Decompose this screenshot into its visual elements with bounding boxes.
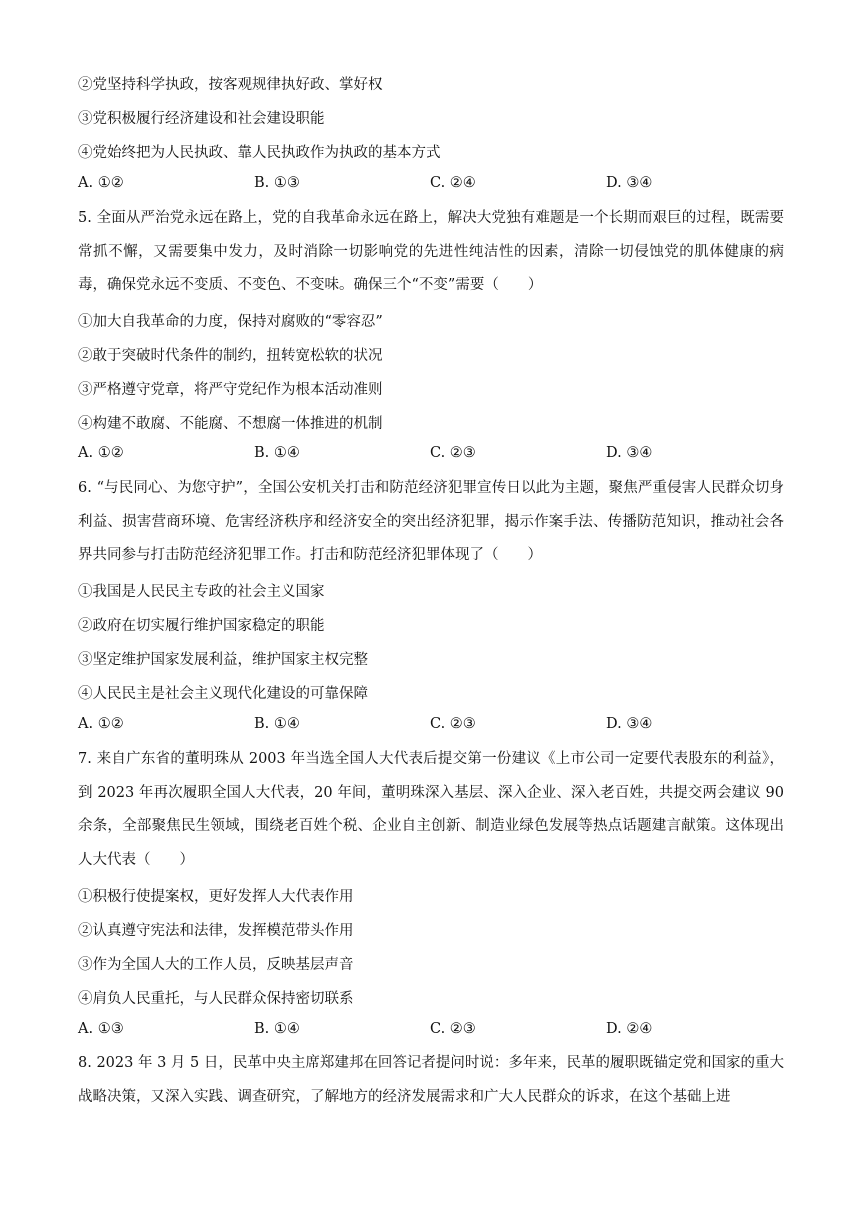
answer-choice-3: ③作为全国人大的工作人员，反映基层声音 xyxy=(78,957,354,973)
answer-choice-4: ④党始终把为人民执政、靠人民执政作为执政的基本方式 xyxy=(78,145,441,161)
options-row xyxy=(78,445,784,469)
option-d[interactable]: D. ③④ xyxy=(606,716,653,732)
answer-choice-2: ②党坚持科学执政，按客观规律执好政、掌好权 xyxy=(78,77,383,93)
question-5-stem: 5. 全面从严治党永远在路上，党的自我革命永远在路上，解决大党独有难题是一个长期而艰巨的过程，既需要常抓不懈，又需要集中发力，及时消除一切影响党的先进性纯洁性的因素，清除一切侵蚀党的肌体健康的病毒，确保党永远不变质、不变色、不变味。确保三个“不变”需要（ ） xyxy=(78,210,784,294)
options-row xyxy=(78,175,784,199)
answer-choice-2: ②认真遵守宪法和法律，发挥模范带头作用 xyxy=(78,923,354,939)
option-a[interactable]: A. ①② xyxy=(78,175,124,191)
answer-choice-2: ②敢于突破时代条件的制约，扭转宽松软的状况 xyxy=(78,348,383,364)
option-a[interactable]: A. ①② xyxy=(78,445,124,461)
option-b[interactable]: B. ①④ xyxy=(254,1021,300,1037)
question-7-stem: 7. 来自广东省的董明珠从 2003 年当选全国人大代表后提交第一份建议《上市公司一定要代表股东的利益》，到 2023 年再次履职全国人大代表，20 年间，董明珠深入基层、深入企业、深入老百姓，共提交两会建议 90 余条，全部聚焦民生领域，围绕老百姓个税、企业自主创新、制造业绿色发展等热点话题建言献策。这体现出人大代表（ ） xyxy=(78,751,784,869)
answer-choice-3: ③严格遵守党章，将严守党纪作为根本活动准则 xyxy=(78,382,383,398)
option-d[interactable]: D. ②④ xyxy=(606,1021,653,1037)
answer-choice-4: ④构建不敢腐、不能腐、不想腐一体推进的机制 xyxy=(78,416,383,432)
option-c[interactable]: C. ②④ xyxy=(430,175,476,191)
question-8-stem: 8. 2023 年 3 月 5 日，民革中央主席郑建邦在回答记者提问时说：多年来，民革的履职既锚定党和国家的重大战略决策，又深入实践、调查研究，了解地方的经济发展需求和广大人民群众的诉求，在这个基础上进 xyxy=(78,1055,784,1105)
option-b[interactable]: B. ①④ xyxy=(254,716,300,732)
option-b[interactable]: B. ①③ xyxy=(254,175,300,191)
options-row xyxy=(78,1021,784,1045)
answer-choice-3: ③坚定维护国家发展利益，维护国家主权完整 xyxy=(78,652,368,668)
question-6-stem: 6. “与民同心、为您守护”，全国公安机关打击和防范经济犯罪宣传日以此为主题，聚焦严重侵害人民群众切身利益、损害营商环境、危害经济秩序和经济安全的突出经济犯罪，揭示作案手法、传播防范知识，推动社会各界共同参与打击防范经济犯罪工作。打击和防范经济犯罪体现了（ ） xyxy=(78,480,784,564)
answer-choice-3: ③党积极履行经济建设和社会建设职能 xyxy=(78,111,325,127)
answer-choice-2: ②政府在切实履行维护国家稳定的职能 xyxy=(78,618,325,634)
option-d[interactable]: D. ③④ xyxy=(606,175,653,191)
answer-choice-1: ①我国是人民民主专政的社会主义国家 xyxy=(78,584,325,600)
answer-choice-4: ④肩负人民重托，与人民群众保持密切联系 xyxy=(78,991,354,1007)
option-c[interactable]: C. ②③ xyxy=(430,716,476,732)
answer-choice-1: ①加大自我革命的力度，保持对腐败的“零容忍” xyxy=(78,314,383,330)
option-c[interactable]: C. ②③ xyxy=(430,1021,476,1037)
option-a[interactable]: A. ①② xyxy=(78,716,124,732)
option-d[interactable]: D. ③④ xyxy=(606,445,653,461)
answer-choice-4: ④人民民主是社会主义现代化建设的可靠保障 xyxy=(78,686,368,702)
answer-choice-1: ①积极行使提案权，更好发挥人大代表作用 xyxy=(78,889,354,905)
options-row xyxy=(78,716,784,740)
option-a[interactable]: A. ①③ xyxy=(78,1021,124,1037)
option-c[interactable]: C. ②③ xyxy=(430,445,476,461)
option-b[interactable]: B. ①④ xyxy=(254,445,300,461)
